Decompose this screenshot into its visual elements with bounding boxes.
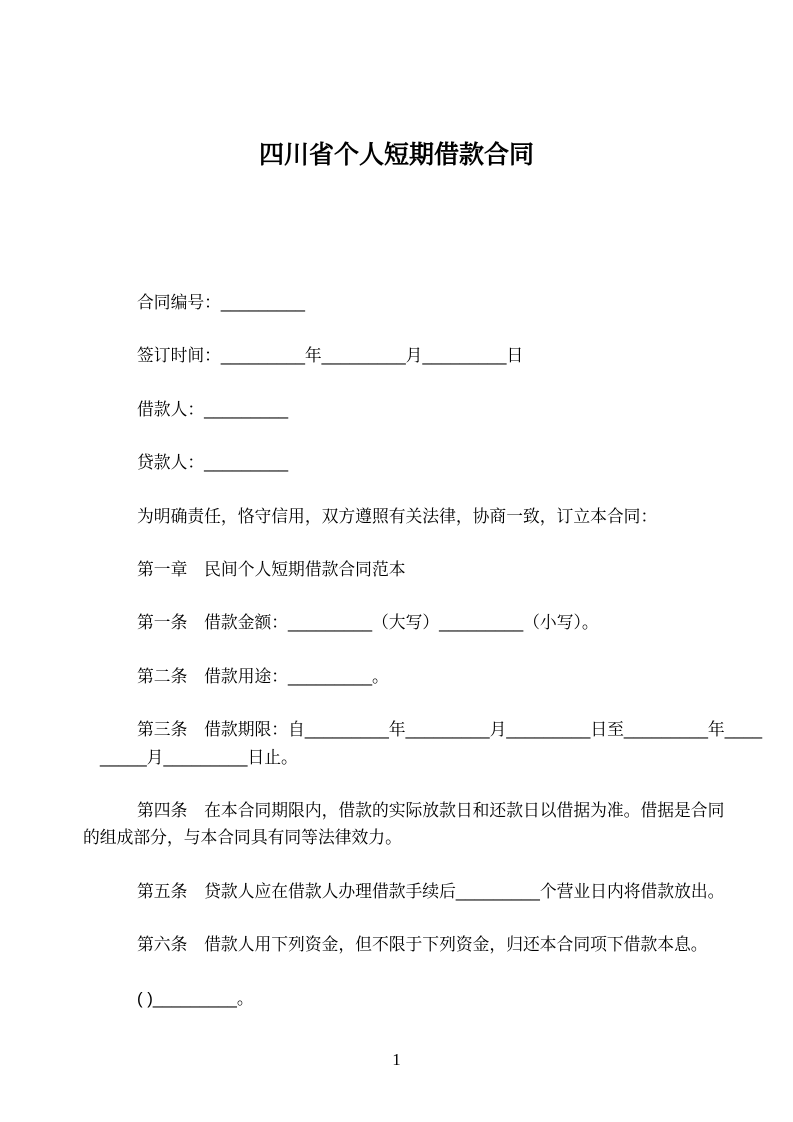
field-signing-date: 签订时间：_________年_________月_________日: [137, 346, 524, 366]
field-contract-number: 合同编号：_________: [137, 293, 305, 312]
article-3: [83, 716, 763, 771]
article-3-line-1: 第三条 借款期限：自_________年_________月_________日至_________年____: [137, 720, 763, 740]
article-2: 第二条 借款用途：_________。: [137, 666, 389, 686]
article-6-option-line: ( )_________。: [137, 988, 254, 1008]
article-4: [83, 797, 725, 852]
article-1: 第一条 借款金额：_________（大写）_________（小写）。: [137, 613, 599, 633]
field-borrower: 借款人：_________: [137, 399, 289, 419]
field-lender: 贷款人：_________: [137, 453, 289, 473]
article-3-line-2: _____月_________日止。: [100, 747, 298, 767]
chapter-1-heading: 第一章 民间个人短期借款合同范本: [137, 560, 406, 580]
document-title: 四川省个人短期借款合同: [258, 141, 534, 169]
preamble-text: 为明确责任，恪守信用，双方遵照有关法律，协商一致，订立本合同：: [137, 506, 658, 526]
article-5: 第五条 贷款人应在借款人办理借款手续后_________个营业日内将借款放出。: [137, 881, 725, 901]
article-6: 第六条 借款人用下列资金，但不限于下列资金，归还本合同项下借款本息。: [137, 935, 708, 955]
article-4-line-1: 第四条 在本合同期限内，借款的实际放款日和还款日以借据为准。借据是合同: [137, 801, 725, 821]
page-number: 1: [392, 1050, 401, 1069]
article-4-line-2: 的组成部分，与本合同具有同等法律效力。: [83, 828, 402, 848]
